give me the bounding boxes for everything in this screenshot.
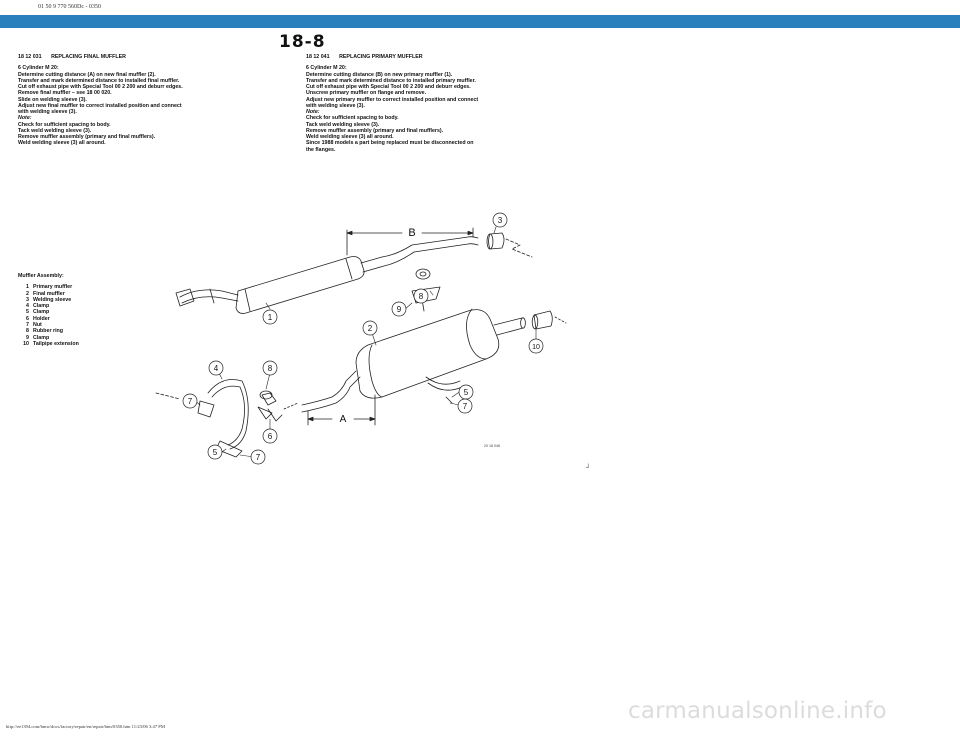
section-line: Adjust new final muffler to correct installed position and connect bbox=[18, 102, 182, 109]
legend-item: 9 Clamp bbox=[26, 334, 50, 341]
legend-item: 6 Holder bbox=[26, 315, 50, 322]
dimension-a-label: A bbox=[339, 414, 347, 425]
callout-label: 7 bbox=[255, 453, 261, 462]
section-line: Remove muffler assembly (primary and final mufflers). bbox=[306, 127, 444, 134]
section-code: 18 12 031 bbox=[18, 54, 42, 60]
header-band bbox=[0, 15, 960, 28]
callout-label: 1 bbox=[267, 313, 273, 322]
section-line: Tack weld welding sleeve (3). bbox=[306, 121, 380, 128]
section-line: Remove muffler assembly (primary and final mufflers). bbox=[18, 134, 156, 140]
section-title: REPLACING FINAL MUFFLER bbox=[51, 54, 126, 60]
callout-label: 10 bbox=[532, 344, 540, 351]
legend-item: 5 Clamp bbox=[26, 309, 50, 316]
callout-label: 7 bbox=[462, 402, 468, 411]
legend-title: Muffler Assembly: bbox=[18, 273, 64, 279]
section-line: Weld welding sleeve (3) all around. bbox=[306, 134, 394, 140]
section-line: with welding sleeve (3). bbox=[18, 109, 77, 115]
section-line: Slide on welding sleeve (3). bbox=[18, 96, 87, 103]
section-line: Unscrew primary muffler on flange and remove. bbox=[306, 90, 427, 97]
page-number: 18-8 bbox=[279, 32, 326, 52]
section-line: Check for sufficient spacing to body. bbox=[18, 121, 111, 128]
muffler-assembly-diagram bbox=[150, 205, 570, 475]
document-id: 01 50 9 770 560Dc - 0350 bbox=[38, 4, 101, 10]
section-code: 18 12 041 bbox=[306, 54, 330, 60]
section-line: Remove final muffler – see 18 00 020. bbox=[18, 90, 112, 97]
section-note-label: Note: bbox=[306, 109, 320, 115]
footer-url: http://ee1394.com/bmw/docs/factory/repair/en/repair/bim/0350.htm 11/23/06 3:47 PM bbox=[6, 724, 165, 729]
legend-item: 7 Nut bbox=[26, 322, 42, 329]
clamp-assembly-drawing bbox=[156, 380, 298, 458]
legend-item: 1 Primary muffler bbox=[26, 284, 73, 291]
section-line: Determine cutting distance (A) on new final muffler (2). bbox=[18, 71, 156, 78]
legend-item: 3 Welding sleeve bbox=[26, 296, 72, 303]
callout-label: 7 bbox=[187, 397, 193, 406]
legend-item: 8 Rubber ring bbox=[26, 328, 64, 335]
section-line: Weld welding sleeve (3) all around. bbox=[18, 140, 106, 147]
section-replacing-primary-muffler bbox=[306, 54, 556, 153]
callout-label: 5 bbox=[212, 448, 218, 457]
section-line: 6 Cylinder M 20: bbox=[306, 65, 347, 72]
callout-label: 2 bbox=[367, 324, 373, 333]
callout-label: 6 bbox=[267, 432, 273, 441]
callout-label: 9 bbox=[396, 305, 402, 314]
section-line: Check for sufficient spacing to body. bbox=[306, 115, 399, 122]
callout-label: 3 bbox=[497, 216, 503, 225]
figure-code: 20 18 046 bbox=[484, 444, 500, 448]
corner-mark: ┘ bbox=[586, 464, 591, 472]
section-line: with welding sleeve (3). bbox=[306, 102, 365, 109]
legend-item: 10 Tailpipe extension bbox=[23, 340, 79, 347]
section-heading bbox=[306, 54, 556, 60]
callout-label: 8 bbox=[267, 364, 273, 373]
section-line: Determine cutting distance (B) on new primary muffler (1). bbox=[306, 71, 453, 78]
section-line: Since 1988 models a part being replaced must be disconnected on bbox=[306, 140, 474, 147]
parts-legend bbox=[18, 273, 79, 347]
final-muffler-drawing bbox=[302, 269, 566, 425]
section-line: 6 Cylinder M 20: bbox=[18, 65, 59, 72]
dimension-b-label: B bbox=[408, 227, 416, 239]
section-line: the flanges. bbox=[306, 146, 336, 153]
legend-item: 2 Final muffler bbox=[26, 290, 65, 297]
section-title: REPLACING PRIMARY MUFFLER bbox=[339, 54, 423, 60]
watermark: carmanualsonline.info bbox=[628, 698, 887, 724]
section-line: Adjust new primary muffler to correct installed position and connect bbox=[306, 96, 479, 103]
section-line: Tack weld welding sleeve (3). bbox=[18, 127, 92, 134]
primary-muffler-drawing bbox=[176, 233, 532, 313]
callout-label: 4 bbox=[213, 364, 219, 373]
section-line: Cut off exhaust pipe with Special Tool 00 2 200 and deburr edges. bbox=[18, 84, 183, 90]
section-note-label: Note: bbox=[18, 115, 32, 122]
section-line: Transfer and mark determined distance to installed primary muffler. bbox=[306, 77, 476, 84]
legend-item: 4 Clamp bbox=[26, 303, 50, 310]
section-line: Transfer and mark determined distance to installed final muffler. bbox=[18, 77, 180, 84]
callout-label: 8 bbox=[418, 292, 424, 301]
section-heading bbox=[18, 54, 263, 60]
section-line: Cut off exhaust pipe with Special Tool 00 2 200 and deburr edges. bbox=[306, 84, 471, 90]
section-replacing-final-muffler bbox=[18, 54, 263, 147]
callout-label: 5 bbox=[463, 388, 469, 397]
